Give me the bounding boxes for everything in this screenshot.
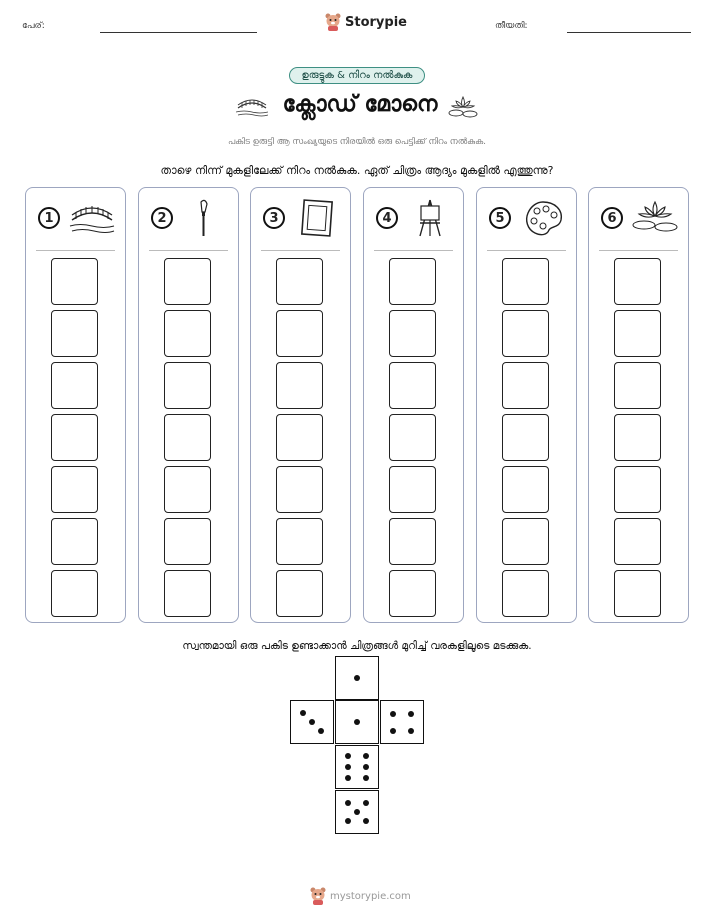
color-box[interactable] <box>51 362 98 409</box>
column-1 <box>25 187 126 623</box>
color-box[interactable] <box>164 518 211 565</box>
column-header <box>26 188 125 250</box>
color-box[interactable] <box>614 258 661 305</box>
color-box[interactable] <box>614 362 661 409</box>
color-box[interactable] <box>389 414 436 461</box>
color-box[interactable] <box>614 570 661 617</box>
brand-logo <box>325 13 407 31</box>
color-box[interactable] <box>276 310 323 357</box>
color-box[interactable] <box>389 258 436 305</box>
color-box[interactable] <box>51 310 98 357</box>
color-box[interactable] <box>502 570 549 617</box>
color-box[interactable] <box>51 258 98 305</box>
column-divider <box>261 250 340 251</box>
color-box[interactable] <box>389 518 436 565</box>
die-face-three <box>290 700 334 744</box>
color-box[interactable] <box>164 414 211 461</box>
palette-icon <box>519 198 567 238</box>
column-4 <box>363 187 464 623</box>
color-box[interactable] <box>614 310 661 357</box>
column-number: 1 <box>38 207 60 229</box>
bridge-icon <box>68 198 116 238</box>
subtitle: പകിട ഉരുട്ടി ആ സംഖ്യയുടെ നിരയിൽ ഒരു പെട്ടിക്ക് നിറം നൽകുക. <box>228 137 486 147</box>
lotus-decoration-icon <box>448 93 478 123</box>
column-divider <box>374 250 453 251</box>
color-box[interactable] <box>164 310 211 357</box>
date-label: തീയതി: <box>495 21 528 31</box>
die-face-one <box>335 656 379 700</box>
column-divider <box>149 250 228 251</box>
column-3 <box>250 187 351 623</box>
color-box[interactable] <box>389 466 436 513</box>
name-line[interactable] <box>100 32 257 33</box>
color-box[interactable] <box>51 466 98 513</box>
column-divider <box>599 250 678 251</box>
bear-icon <box>310 887 326 905</box>
page-title: ക്ലോഡ് മോനെ <box>282 92 438 117</box>
color-box[interactable] <box>164 570 211 617</box>
color-box[interactable] <box>276 414 323 461</box>
color-box[interactable] <box>164 258 211 305</box>
column-number: 3 <box>263 207 285 229</box>
activity-tag: ഉരുട്ടുക & നിറം നൽകുക <box>289 67 426 84</box>
column-header <box>364 188 463 250</box>
name-label: പേര്: <box>22 21 45 31</box>
column-6 <box>588 187 689 623</box>
column-header <box>139 188 238 250</box>
color-box[interactable] <box>276 362 323 409</box>
color-box[interactable] <box>614 466 661 513</box>
column-number: 4 <box>376 207 398 229</box>
color-box[interactable] <box>51 414 98 461</box>
color-box[interactable] <box>614 518 661 565</box>
frame-icon <box>293 198 341 238</box>
color-box[interactable] <box>276 258 323 305</box>
column-header <box>477 188 576 250</box>
fold-instruction: സ്വന്തമായി ഒരു പകിട ഉണ്ടാക്കാൻ ചിത്രങ്ങൾ മുറിച്ച് വരകളിലൂടെ മടക്കുക. <box>182 640 532 652</box>
color-box[interactable] <box>502 362 549 409</box>
bear-icon <box>325 13 341 31</box>
footer-url[interactable]: mystorypie.com <box>330 890 411 902</box>
color-box[interactable] <box>164 362 211 409</box>
water-lily-icon <box>631 198 679 238</box>
color-box[interactable] <box>502 414 549 461</box>
die-face-one-center <box>335 700 379 744</box>
die-face-four <box>380 700 424 744</box>
column-divider <box>36 250 115 251</box>
column-divider <box>487 250 566 251</box>
color-box[interactable] <box>614 414 661 461</box>
color-box[interactable] <box>51 518 98 565</box>
column-number: 6 <box>601 207 623 229</box>
color-box[interactable] <box>502 258 549 305</box>
question-text: താഴെ നിന്ന് മുകളിലേക്ക് നിറം നൽകുക. ഏത് ചിത്രം ആദ്യം മുകളിൽ എത്തുന്നു? <box>160 164 554 177</box>
color-box[interactable] <box>276 466 323 513</box>
bridge-decoration-icon <box>236 96 268 122</box>
die-face-six <box>335 745 379 789</box>
color-box[interactable] <box>502 466 549 513</box>
column-header <box>589 188 688 250</box>
column-number: 5 <box>489 207 511 229</box>
brand-name: Storypie <box>345 14 407 30</box>
date-line[interactable] <box>567 32 691 33</box>
die-face-five <box>335 790 379 834</box>
column-number: 2 <box>151 207 173 229</box>
color-box[interactable] <box>164 466 211 513</box>
footer <box>310 887 411 905</box>
color-box[interactable] <box>502 310 549 357</box>
color-box[interactable] <box>389 310 436 357</box>
color-box[interactable] <box>51 570 98 617</box>
column-header <box>251 188 350 250</box>
color-box[interactable] <box>276 518 323 565</box>
dice-net <box>290 656 426 836</box>
easel-icon <box>406 198 454 238</box>
color-box[interactable] <box>389 570 436 617</box>
color-box[interactable] <box>276 570 323 617</box>
paintbrush-icon <box>181 198 229 238</box>
column-5 <box>476 187 577 623</box>
color-box[interactable] <box>389 362 436 409</box>
column-2 <box>138 187 239 623</box>
color-box[interactable] <box>502 518 549 565</box>
